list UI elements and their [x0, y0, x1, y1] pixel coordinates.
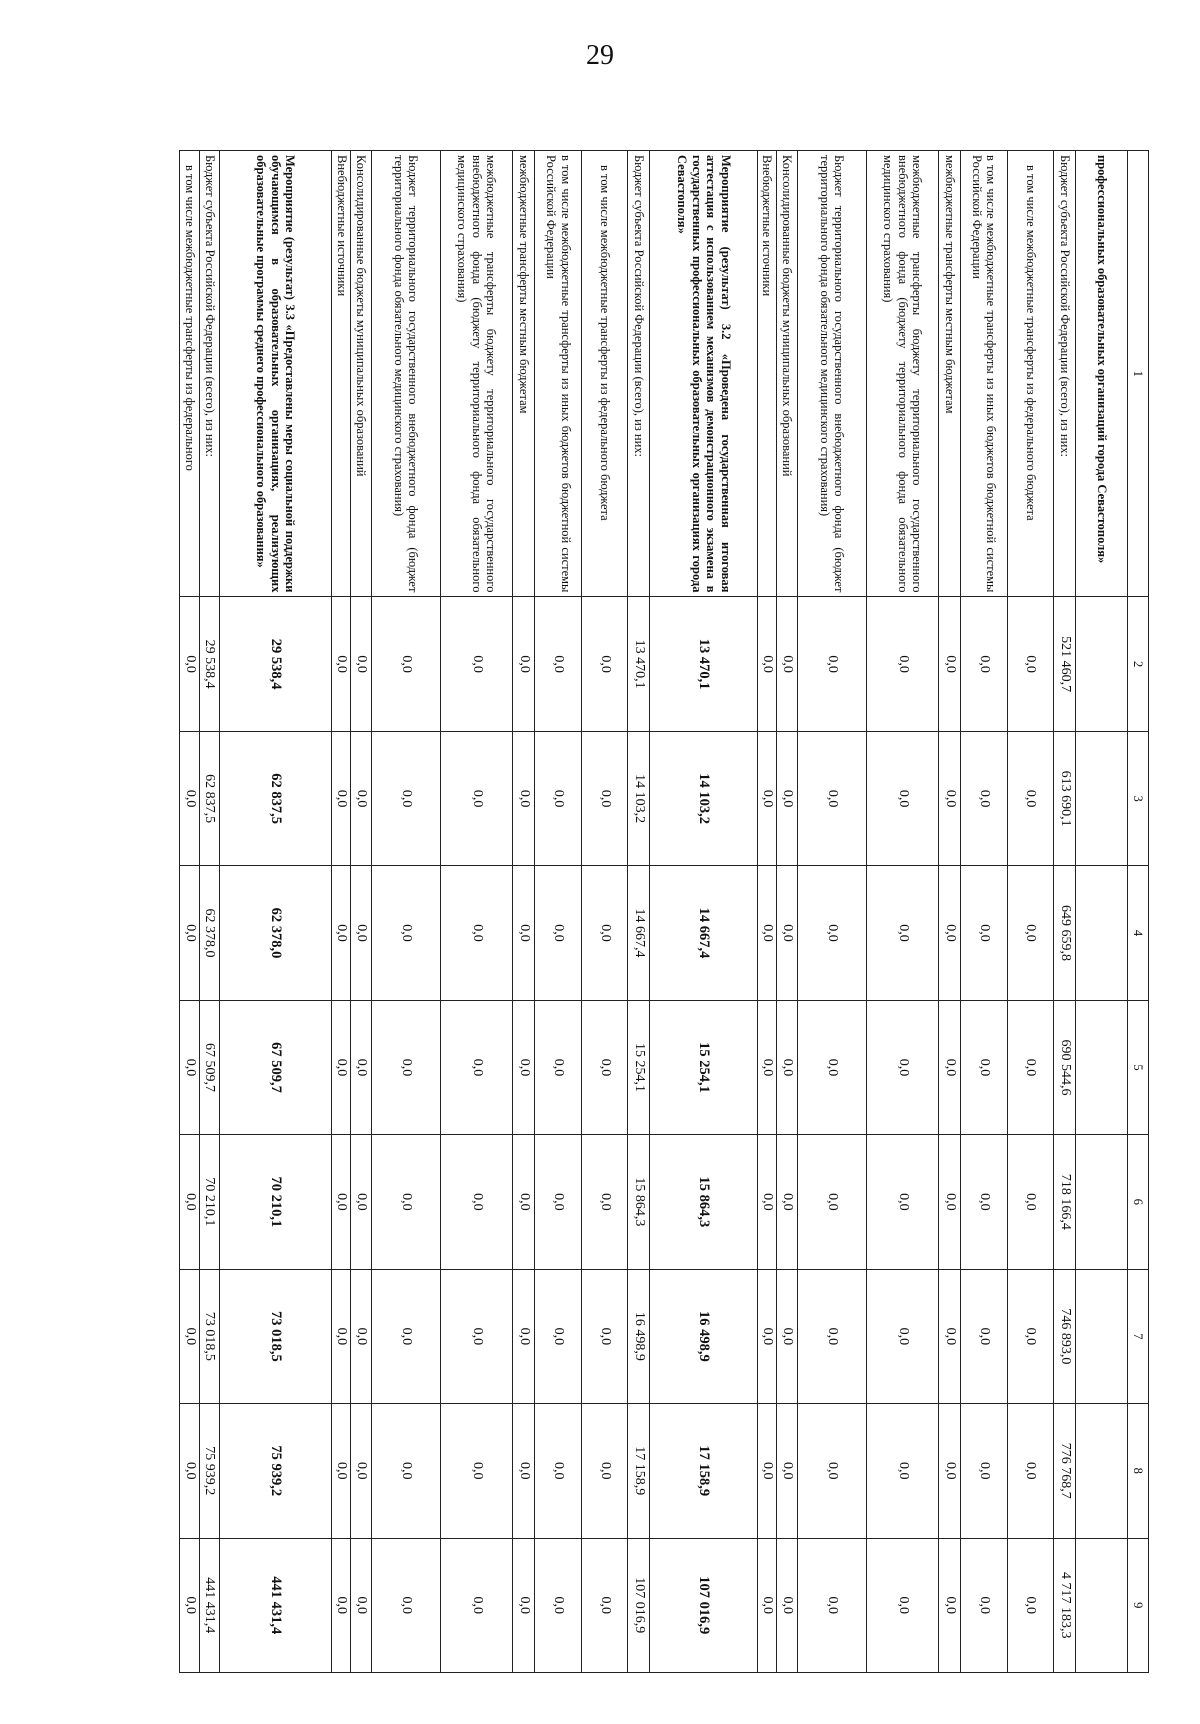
value-cell: 0,0	[372, 597, 440, 731]
table-row	[180, 151, 200, 1673]
header-cell: 5	[1128, 1000, 1149, 1134]
value-cell: 0,0	[758, 1404, 777, 1538]
value-cell: 0,0	[961, 1269, 1007, 1403]
value-cell: 62 378,0	[200, 866, 220, 1000]
value-cell	[1076, 1538, 1128, 1672]
value-cell: 13 470,1	[628, 597, 650, 731]
value-cell: 75 939,2	[200, 1404, 220, 1538]
value-cell: 0,0	[939, 1404, 961, 1538]
value-cell: 0,0	[939, 1000, 961, 1134]
value-cell: 0,0	[351, 597, 372, 731]
value-cell: 0,0	[535, 1404, 581, 1538]
value-cell: 0,0	[180, 1000, 200, 1134]
value-cell: 0,0	[777, 1135, 798, 1269]
table-row	[777, 151, 798, 1673]
header-cell: 8	[1128, 1404, 1149, 1538]
value-cell: 0,0	[798, 597, 866, 731]
value-cell: 0,0	[866, 1404, 939, 1538]
value-cell: 718 166,4	[1054, 1135, 1076, 1269]
value-cell: 29 538,4	[219, 597, 332, 731]
value-cell: 0,0	[440, 731, 513, 865]
row-label: в том числе межбюджетные трансферты из федерального бюджета	[1007, 151, 1053, 597]
value-cell: 0,0	[351, 866, 372, 1000]
header-cell: 1	[1128, 151, 1149, 597]
value-cell: 0,0	[581, 597, 627, 731]
value-cell: 0,0	[961, 1135, 1007, 1269]
value-cell: 0,0	[866, 1135, 939, 1269]
table-row	[758, 151, 777, 1673]
value-cell: 16 498,9	[628, 1269, 650, 1403]
value-cell: 0,0	[535, 1000, 581, 1134]
header-row	[1128, 151, 1149, 1673]
value-cell: 15 864,3	[650, 1135, 758, 1269]
value-cell: 0,0	[581, 731, 627, 865]
row-label: межбюджетные трансферты местным бюджетам	[513, 151, 535, 597]
value-cell: 67 509,7	[219, 1000, 332, 1134]
value-cell: 0,0	[535, 866, 581, 1000]
value-cell: 0,0	[581, 1404, 627, 1538]
value-cell	[1076, 1269, 1128, 1403]
value-cell	[1076, 1000, 1128, 1134]
value-cell: 0,0	[535, 1269, 581, 1403]
row-label: Консолидированные бюджеты муниципальных образований	[777, 151, 798, 597]
value-cell: 0,0	[939, 1269, 961, 1403]
value-cell: 0,0	[180, 731, 200, 865]
row-label: Бюджет субъекта Российской Федерации (всего), из них:	[200, 151, 220, 597]
value-cell: 0,0	[961, 866, 1007, 1000]
value-cell: 441 431,4	[219, 1538, 332, 1672]
value-cell: 0,0	[351, 1000, 372, 1134]
value-cell: 29 538,4	[200, 597, 220, 731]
value-cell: 0,0	[372, 1269, 440, 1403]
header-cell: 6	[1128, 1135, 1149, 1269]
table-row	[628, 151, 650, 1673]
value-cell: 0,0	[961, 597, 1007, 731]
value-cell: 14 103,2	[650, 731, 758, 865]
value-cell: 0,0	[513, 1000, 535, 1134]
value-cell: 0,0	[758, 1538, 777, 1672]
row-label: межбюджетные трансферты бюджету территориального государственного внебюджетного фонда (бюджету территориального фонда обязательного медицинского страхования)	[440, 151, 513, 597]
value-cell: 0,0	[581, 1269, 627, 1403]
value-cell: 649 659,8	[1054, 866, 1076, 1000]
value-cell: 0,0	[351, 731, 372, 865]
value-cell: 0,0	[777, 1404, 798, 1538]
row-label: в том числе межбюджетные трансферты из иных бюджетов бюджетной системы Российской Федерации	[535, 151, 581, 597]
row-label: профессиональных образовательных организаций города Севастополя»	[1076, 151, 1128, 597]
value-cell: 0,0	[332, 866, 351, 1000]
value-cell: 521 460,7	[1054, 597, 1076, 731]
header-cell: 7	[1128, 1269, 1149, 1403]
value-cell: 0,0	[961, 731, 1007, 865]
value-cell: 0,0	[1007, 731, 1053, 865]
value-cell: 0,0	[372, 1000, 440, 1134]
rotated-table-container	[179, 150, 1149, 1673]
value-cell: 776 768,7	[1054, 1404, 1076, 1538]
value-cell: 0,0	[513, 1404, 535, 1538]
value-cell: 0,0	[332, 1000, 351, 1134]
value-cell: 0,0	[961, 1000, 1007, 1134]
value-cell	[1076, 597, 1128, 731]
row-label: Бюджет субъекта Российской Федерации (всего), из них:	[1054, 151, 1076, 597]
value-cell: 0,0	[961, 1404, 1007, 1538]
table-row	[1076, 151, 1128, 1673]
value-cell: 690 544,6	[1054, 1000, 1076, 1134]
value-cell: 0,0	[180, 1269, 200, 1403]
value-cell: 0,0	[513, 1269, 535, 1403]
value-cell: 0,0	[758, 731, 777, 865]
value-cell: 0,0	[939, 597, 961, 731]
value-cell: 441 431,4	[200, 1538, 220, 1672]
value-cell: 0,0	[535, 1538, 581, 1672]
value-cell: 0,0	[513, 1538, 535, 1672]
value-cell: 0,0	[777, 1538, 798, 1672]
value-cell: 0,0	[581, 1538, 627, 1672]
budget-table	[179, 150, 1149, 1673]
value-cell: 107 016,9	[650, 1538, 758, 1672]
page-number: 29	[586, 40, 614, 71]
value-cell: 0,0	[332, 1269, 351, 1403]
value-cell: 0,0	[798, 731, 866, 865]
value-cell: 0,0	[939, 1135, 961, 1269]
value-cell: 0,0	[798, 1269, 866, 1403]
value-cell: 0,0	[798, 1135, 866, 1269]
table-row	[961, 151, 1007, 1673]
value-cell: 0,0	[581, 866, 627, 1000]
table-row	[332, 151, 351, 1673]
row-label: Бюджет территориального государственного внебюджетного фонда (бюджет территориального фонда обязательного медицинского страхования)	[798, 151, 866, 597]
table-row	[866, 151, 939, 1673]
value-cell: 0,0	[798, 1538, 866, 1672]
value-cell: 0,0	[180, 1404, 200, 1538]
value-cell	[1076, 1404, 1128, 1538]
table-row	[939, 151, 961, 1673]
value-cell: 0,0	[351, 1135, 372, 1269]
value-cell: 13 470,1	[650, 597, 758, 731]
value-cell: 0,0	[777, 866, 798, 1000]
value-cell: 0,0	[798, 1404, 866, 1538]
value-cell: 0,0	[535, 597, 581, 731]
row-label: Бюджет территориального государственного внебюджетного фонда (бюджет территориального фонда обязательного медицинского страхования)	[372, 151, 440, 597]
value-cell: 0,0	[1007, 1000, 1053, 1134]
value-cell: 0,0	[1007, 1135, 1053, 1269]
row-label: в том числе межбюджетные трансферты из федерального	[180, 151, 200, 597]
value-cell: 67 509,7	[200, 1000, 220, 1134]
value-cell: 0,0	[372, 1404, 440, 1538]
value-cell	[1076, 731, 1128, 865]
table-row	[650, 151, 758, 1673]
value-cell: 62 837,5	[200, 731, 220, 865]
value-cell: 0,0	[440, 1538, 513, 1672]
value-cell: 0,0	[440, 1135, 513, 1269]
value-cell: 0,0	[939, 731, 961, 865]
value-cell: 0,0	[332, 597, 351, 731]
value-cell: 73 018,5	[200, 1269, 220, 1403]
header-cell: 4	[1128, 866, 1149, 1000]
value-cell: 0,0	[758, 597, 777, 731]
value-cell: 0,0	[332, 731, 351, 865]
table-row	[513, 151, 535, 1673]
table-body	[180, 151, 1128, 1673]
value-cell: 0,0	[513, 731, 535, 865]
value-cell: 0,0	[513, 597, 535, 731]
value-cell: 0,0	[332, 1404, 351, 1538]
value-cell: 0,0	[866, 597, 939, 731]
value-cell: 0,0	[1007, 1404, 1053, 1538]
value-cell: 0,0	[440, 866, 513, 1000]
value-cell: 0,0	[758, 1000, 777, 1134]
header-cell: 2	[1128, 597, 1149, 731]
value-cell: 0,0	[372, 1135, 440, 1269]
row-label: в том числе межбюджетные трансферты из иных бюджетов бюджетной системы Российской Федерации	[961, 151, 1007, 597]
value-cell: 15 254,1	[650, 1000, 758, 1134]
value-cell: 0,0	[351, 1404, 372, 1538]
value-cell: 0,0	[180, 1135, 200, 1269]
value-cell: 0,0	[1007, 1538, 1053, 1672]
value-cell: 0,0	[777, 731, 798, 865]
value-cell	[1076, 866, 1128, 1000]
value-cell: 0,0	[939, 866, 961, 1000]
value-cell: 0,0	[351, 1269, 372, 1403]
value-cell: 0,0	[372, 1538, 440, 1672]
table-row	[440, 151, 513, 1673]
value-cell: 62 378,0	[219, 866, 332, 1000]
table-row	[581, 151, 627, 1673]
value-cell: 0,0	[961, 1538, 1007, 1672]
value-cell: 0,0	[513, 1135, 535, 1269]
header-cell: 3	[1128, 731, 1149, 865]
row-label: Мероприятие (результат) 3.2 «Проведена государственная итоговая аттестация с использованием механизмов демонстрационного экзамена в государственных профессиональных образовательных организациях города Севастополя»	[650, 151, 758, 597]
table-row	[1054, 151, 1076, 1673]
value-cell: 0,0	[332, 1538, 351, 1672]
value-cell: 62 837,5	[219, 731, 332, 865]
value-cell: 0,0	[798, 866, 866, 1000]
value-cell: 4 717 183,3	[1054, 1538, 1076, 1672]
row-label: Консолидированные бюджеты муниципальных образований	[351, 151, 372, 597]
value-cell: 0,0	[777, 597, 798, 731]
value-cell: 0,0	[777, 1269, 798, 1403]
value-cell: 15 864,3	[628, 1135, 650, 1269]
value-cell: 0,0	[939, 1538, 961, 1672]
value-cell: 0,0	[535, 1135, 581, 1269]
value-cell: 0,0	[798, 1000, 866, 1134]
header-cell: 9	[1128, 1538, 1149, 1672]
value-cell: 746 893,0	[1054, 1269, 1076, 1403]
value-cell: 0,0	[351, 1538, 372, 1672]
row-label: межбюджетные трансферты местным бюджетам	[939, 151, 961, 597]
row-label: Мероприятие (результат) 3.3 «Предоставлены меры социальной поддержки обучающимся в образовательных организациях, реализующих образовательные программы среднего профессионального образования»	[219, 151, 332, 597]
value-cell: 0,0	[1007, 1269, 1053, 1403]
value-cell: 0,0	[180, 1538, 200, 1672]
value-cell: 14 667,4	[650, 866, 758, 1000]
value-cell: 70 210,1	[219, 1135, 332, 1269]
row-label: в том числе межбюджетные трансферты из федерального бюджета	[581, 151, 627, 597]
value-cell: 0,0	[180, 597, 200, 731]
value-cell: 70 210,1	[200, 1135, 220, 1269]
value-cell: 0,0	[332, 1135, 351, 1269]
value-cell	[1076, 1135, 1128, 1269]
value-cell: 0,0	[866, 866, 939, 1000]
value-cell: 0,0	[1007, 597, 1053, 731]
value-cell: 0,0	[581, 1000, 627, 1134]
value-cell: 17 158,9	[650, 1404, 758, 1538]
value-cell: 0,0	[440, 1404, 513, 1538]
value-cell: 0,0	[440, 597, 513, 731]
value-cell: 0,0	[758, 1135, 777, 1269]
value-cell: 0,0	[513, 866, 535, 1000]
table-row	[351, 151, 372, 1673]
value-cell: 0,0	[535, 731, 581, 865]
table-row	[798, 151, 866, 1673]
table-row	[535, 151, 581, 1673]
value-cell: 0,0	[866, 1000, 939, 1134]
value-cell: 15 254,1	[628, 1000, 650, 1134]
value-cell: 0,0	[372, 731, 440, 865]
value-cell: 0,0	[440, 1000, 513, 1134]
value-cell: 14 667,4	[628, 866, 650, 1000]
value-cell: 0,0	[180, 866, 200, 1000]
table-row	[200, 151, 220, 1673]
value-cell: 0,0	[866, 1538, 939, 1672]
value-cell: 14 103,2	[628, 731, 650, 865]
value-cell: 0,0	[866, 1269, 939, 1403]
table-row	[219, 151, 332, 1673]
value-cell: 75 939,2	[219, 1404, 332, 1538]
value-cell: 73 018,5	[219, 1269, 332, 1403]
value-cell: 0,0	[440, 1269, 513, 1403]
row-label: Внебюджетные источники	[758, 151, 777, 597]
row-label: межбюджетные трансферты бюджету территориального государственного внебюджетного фонда (бюджету территориального фонда обязательного медицинского страхования)	[866, 151, 939, 597]
value-cell: 0,0	[1007, 866, 1053, 1000]
table-row	[372, 151, 440, 1673]
row-label: Бюджет субъекта Российской Федерации (всего), из них:	[628, 151, 650, 597]
value-cell: 16 498,9	[650, 1269, 758, 1403]
value-cell: 0,0	[758, 1269, 777, 1403]
value-cell: 0,0	[581, 1135, 627, 1269]
table-row	[1007, 151, 1053, 1673]
value-cell: 0,0	[866, 731, 939, 865]
value-cell: 0,0	[372, 866, 440, 1000]
row-label: Внебюджетные источники	[332, 151, 351, 597]
value-cell: 0,0	[777, 1000, 798, 1134]
value-cell: 0,0	[758, 866, 777, 1000]
value-cell: 107 016,9	[628, 1538, 650, 1672]
value-cell: 17 158,9	[628, 1404, 650, 1538]
value-cell: 613 690,1	[1054, 731, 1076, 865]
